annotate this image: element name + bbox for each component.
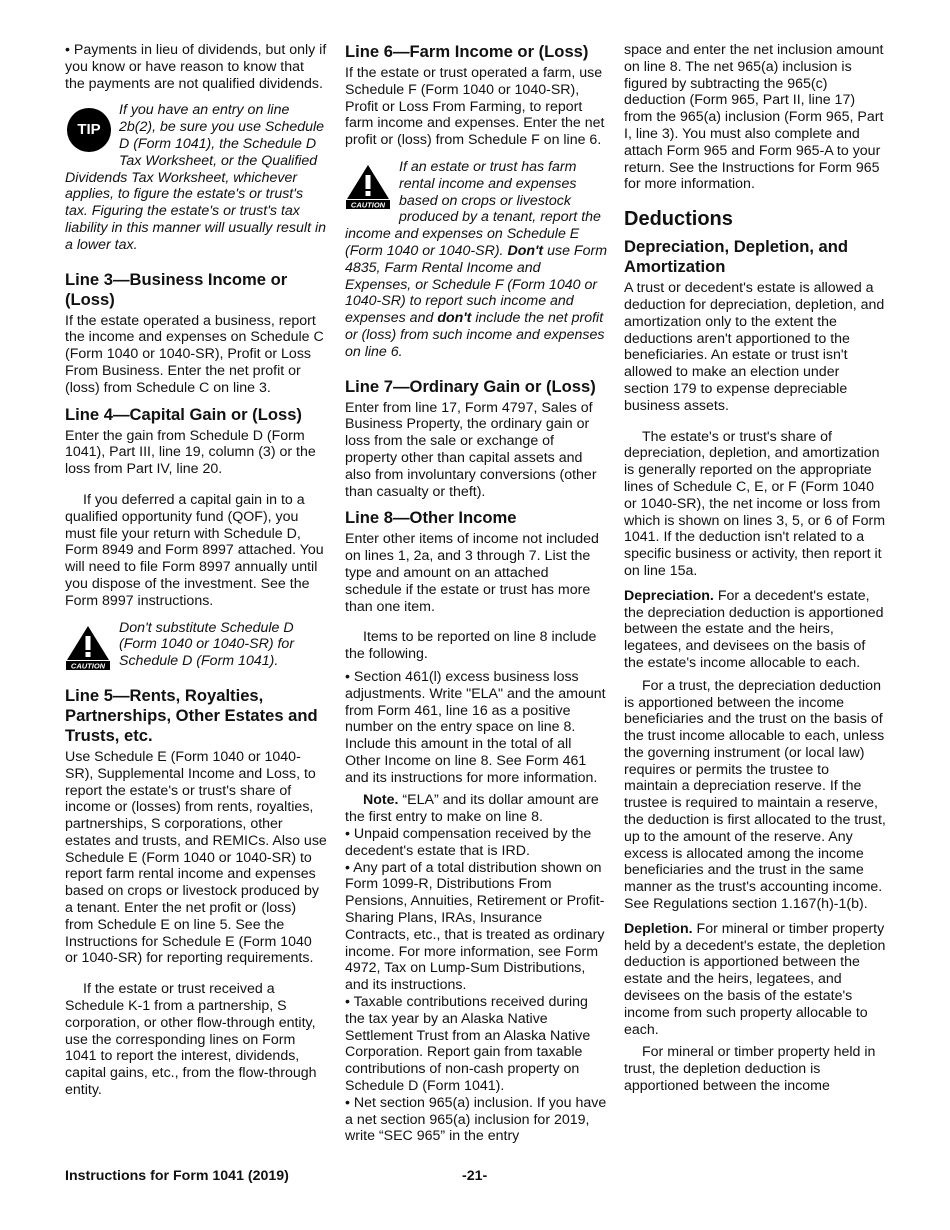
line6-heading: Line 6—Farm Income or (Loss) (345, 42, 589, 61)
bullet-dividends: • Payments in lieu of dividends, but only if you know or have reason to know that the payments are not qualified dividends. (65, 42, 327, 92)
caution-text-1: Don't substitute Schedule D (Form 1040 or 1040-SR) for Schedule D (Form 1041). (119, 619, 295, 670)
line5-text-2: If the estate or trust received a Schedule K-1 from a partnership, S corporation, or other flow-through entity, use the corresponding lines on Form 1041 to report the interest, dividends, capital gains, etc., from the flow-through entity. (65, 981, 317, 1099)
depletion-label: Depletion. (624, 920, 693, 937)
caution-text-2b: use Form 4835, Farm Rental Income and Expenses, or Schedule F (Form 1040 or 1040-SR) to report such income and expenses and (345, 242, 608, 327)
footer-form-title: Instructions for Form 1041 (2019) (65, 1168, 289, 1184)
bullet-965: • Net section 965(a) inclusion. If you have a net section 965(a) inclusion for 2019, write “SEC 965” in the entry (345, 1094, 607, 1145)
tip-text: If you have an entry on line 2b(2), be sure you use Schedule D (Form 1041), the Schedule D Tax Worksheet, or the Qualified Dividends Tax Worksheet, whichever applies, to figure the estate's or trust's tax. Figuring the estate's or trust's tax liability in this manner will usually result in a lower tax. (65, 102, 326, 253)
bullet-ird: • Unpaid compensation received by the decedent's estate that is IRD. (345, 826, 592, 859)
deductions-heading: Deductions (624, 208, 733, 231)
column-middle (345, 42, 607, 1145)
line7-text: Enter from line 17, Form 4797, Sales of Business Property, the ordinary gain or loss from the sale or exchange of property other than capital assets and also from involuntary conversions (other than casualty or theft). (345, 399, 597, 500)
caution-dont-1: Don't (507, 242, 544, 259)
note-label: Note. (363, 792, 399, 809)
line5-heading: Line 5—Rents, Royalties, Partnerships, Other Estates and Trusts, etc. (65, 685, 318, 745)
depreciation-text: For a decedent's estate, the depreciation deduction is apportioned between the estate and the heirs, legatees, and devisees on the basis of the estate's income allocable to each. (624, 587, 884, 671)
svg-text:CAUTION: CAUTION (70, 661, 106, 670)
line3-text: If the estate operated a business, report the income and expenses on Schedule C (Form 1040 or 1040-SR), Profit or Loss From Business. Enter the net profit or (loss) from Schedule C on line 3. (65, 312, 324, 396)
footer-page-number: -21- (462, 1168, 488, 1184)
dda-text-1: A trust or decedent's estate is allowed a deduction for depreciation, depletion, and amortization only to the extent the deductions aren't apportioned to the beneficiaries. An estate or trust isn't allowed to make an election under section 179 to expense depreciable business assets. (624, 280, 885, 414)
line4-text-1: Enter the gain from Schedule D (Form 1041), Part III, line 19, column (3) or the loss from Part IV, line 20. (65, 427, 316, 478)
caution-note-2 (345, 159, 607, 361)
column-left (65, 42, 327, 1105)
depletion-para (624, 921, 886, 1039)
caution-note-1 (65, 620, 327, 670)
trust-text: For a trust, the depreciation deduction is apportioned between the income beneficiaries and the trust on the basis of the trust income allocable to each, unless the governing instrument (or local law) requires or permits the trustee to maintain a depreciation reserve. If the trustee is required to maintain a reserve, the deduction is first allocated to the trust, up to the amount of the reserve. Any excess is allocated among the income beneficiaries and the trust in the same manner as the trust's accounting income. See Regulations section 1.167(h)-1(b). (624, 677, 886, 913)
caution-text-2a: If an estate or trust has farm rental income and expenses based on crops or livestock produced by a tenant, report the income and expenses on Schedule E (Form 1040 or 1040-SR). (345, 158, 601, 259)
tip-icon: TIP (65, 106, 113, 154)
line8-text-2: Items to be reported on line 8 include the following. (345, 629, 597, 663)
bullet-461: • Section 461(l) excess business loss adjustments. Write "ELA" and the amount from Form 461, line 16 as a positive number on the entry space on line 8. Include this amount in the total of all Other Income on line 8. See Form 461 and its instructions for more information. (345, 668, 606, 786)
line7-heading: Line 7—Ordinary Gain or (Loss) (345, 376, 596, 396)
line4-heading: Line 4—Capital Gain or (Loss) (65, 404, 302, 424)
svg-text:CAUTION: CAUTION (350, 200, 386, 209)
line8-text-1: Enter other items of income not included on lines 1, 2a, and 3 through 7. List the type and amount on an attached schedule if the estate or trust has more than one item. (345, 531, 599, 615)
dda-text-2: The estate's or trust's share of depreciation, depletion, and amortization is generally reported on the appropriate lines of Schedule C, E, or F (Form 1040 or 1040-SR), the net income or loss from which is shown on lines 3, 5, or 6 of Form 1041. If the deduction isn't related to a specific business or activity, then report it on line 15a. (624, 428, 886, 579)
line4-text-2: If you deferred a capital gain in to a qualified opportunity fund (QOF), you must file your return with Schedule D, Form 8949 and Form 8997 attached. You will need to file Form 8997 annually until you dispose of the investment. See the Form 8997 instructions. (65, 491, 324, 609)
depletion-text-2: For mineral or timber property held in trust, the depletion deduction is apportioned between the income (624, 1044, 876, 1095)
caution-dont-2: don't (437, 310, 472, 327)
depreciation-label: Depreciation. (624, 587, 714, 604)
line3-heading: Line 3—Business Income or (Loss) (65, 269, 288, 309)
bullet-1099r: • Any part of a total distribution shown on Form 1099-R, Distributions From Pensions, Annuities, Retirement or Profit-Sharing Plans, IRAs, Insurance Contracts, etc., that is treated as ordinary income. For more information, see Form 4972, Tax on Lump-Sum Distributions, and its instructions. (345, 859, 605, 994)
line8-heading: Line 8—Other Income (345, 508, 517, 528)
line5-text-1: Use Schedule E (Form 1040 or 1040-SR), Supplemental Income and Loss, to report the estate's or trust's share of income or (losses) from rents, royalties, partnerships, S corporations, other estates and trusts, and REMICs. Also use Schedule E (Form 1040 or 1040-SR) to report farm rental income and expenses based on crops or livestock produced by a tenant. Enter the net profit or (loss) from Schedule E on line 5. See the Instructions for Schedule E (Form 1040 or 1040-SR) for reporting requirements. (65, 748, 327, 967)
caution-icon (345, 163, 393, 211)
caution-icon (65, 624, 113, 672)
note-ela (345, 792, 607, 826)
depreciation-para (624, 588, 886, 672)
tip-note (65, 102, 327, 253)
line6-text: If the estate or trust operated a farm, use Schedule F (Form 1040 or 1040-SR), Profit or Loss From Farming, to report farm income and expenses. Enter the net profit or (loss) from Schedule F on line 6. (345, 65, 605, 149)
bullet-alaska: • Taxable contributions received during the tax year by an Alaska Native Settlement Trust from an Alaska Native Corporation. Report gain from taxable contributions of non-cash property on Schedule D (Form 1041). (345, 994, 591, 1095)
cont-965: space and enter the net inclusion amount on line 8. The net 965(a) inclusion is figured by subtracting the 965(c) deduction (Form 965, Part II, line 17) from the 965(a) inclusion (Form 965, Part I, line 3). You must also complete and attach Form 965 and Form 965-A to your return. See the Instructions for Form 965 for more information. (624, 42, 884, 193)
depletion-text: For mineral or timber property held by a decedent's estate, the depletion deduction is apportioned between the estate and the heirs, legatees, and devisees on the basis of the estate's income from such property allocable to each. (624, 920, 886, 1038)
column-right (624, 42, 886, 1101)
note-text: “ELA” and its dollar amount are the first entry to make on line 8. (345, 792, 599, 826)
caution-text-2c: include the net profit or (loss) from such income and expenses on line 6. (345, 310, 605, 360)
dda-heading: Depreciation, Depletion, and Amortization (624, 237, 849, 277)
